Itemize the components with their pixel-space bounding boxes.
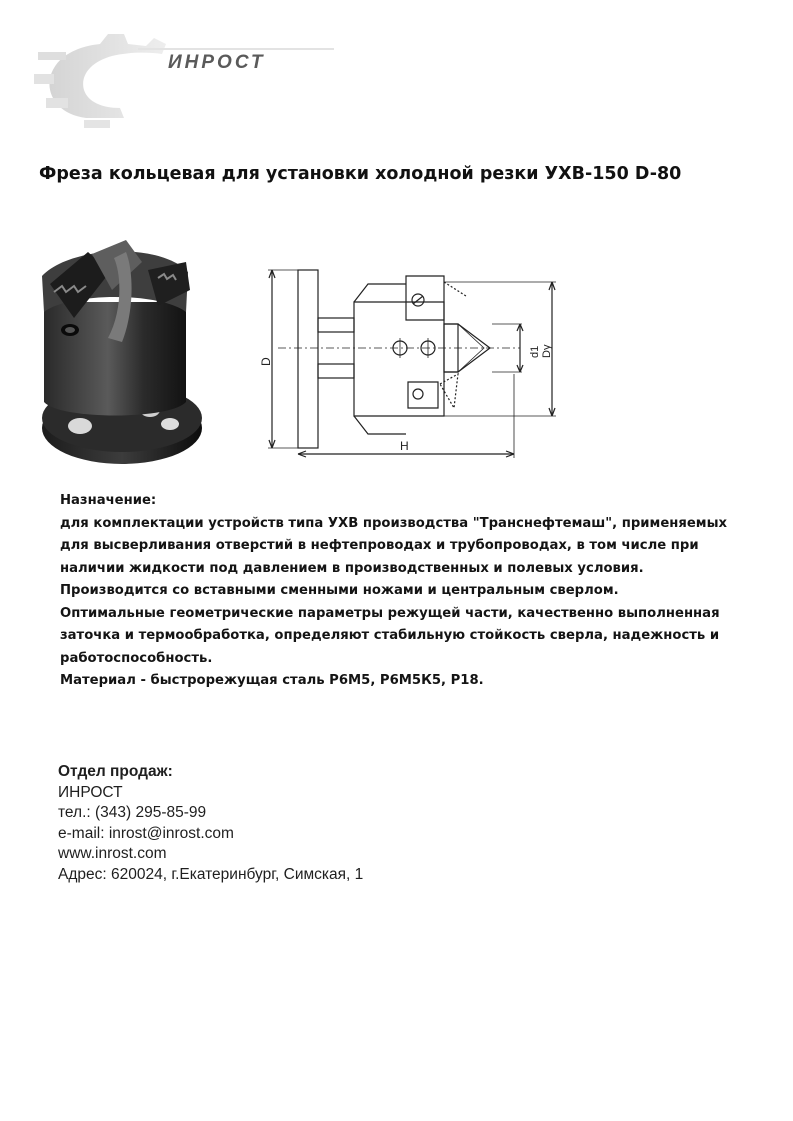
email-text: e-mail: inrost@inrost.com bbox=[58, 824, 234, 842]
address-text: Адрес: 620024, г.Екатеринбург, Симская, 1 bbox=[58, 865, 364, 883]
logo-text: ИНРОСТ bbox=[168, 52, 266, 73]
label-d1: d1 bbox=[529, 345, 541, 358]
company-logo bbox=[28, 22, 340, 134]
description-paragraph: Оптимальные геометрические параметры режущей части, качественно выполненная заточка и термообработка, определяют стабильную стойкость сверла, надежность и работоспособность. bbox=[60, 605, 720, 666]
description-paragraph: Материал - быстрорежущая сталь Р6М5, Р6М5К5, Р18. bbox=[60, 673, 484, 688]
company-name: ИНРОСТ bbox=[58, 783, 123, 801]
product-photo bbox=[30, 232, 208, 468]
gear-logo-icon bbox=[28, 22, 340, 134]
label-D: D bbox=[259, 357, 273, 366]
description-heading: Назначение: bbox=[60, 493, 157, 508]
phone-text: тел.: (343) 295-85-99 bbox=[58, 804, 207, 821]
description-paragraph: Производится со вставными сменными ножами и центральным сверлом. bbox=[60, 583, 619, 598]
page-title: Фреза кольцевая для установки холодной резки УХВ-150 D-80 bbox=[39, 164, 682, 184]
description-block bbox=[60, 490, 750, 693]
technical-drawing bbox=[258, 262, 568, 462]
website-text: www.inrost.com bbox=[58, 845, 167, 862]
label-Dy: Dy bbox=[541, 344, 553, 358]
label-H: H bbox=[400, 439, 409, 453]
description-paragraph: для комплектации устройств типа УХВ производства "Транснефтемаш", применяемых для высверливания отверстий в нефтепроводах и трубопроводах, в том числе при наличии жидкости под давлением в производственных и полевых условия. bbox=[60, 515, 727, 576]
contacts-block bbox=[58, 762, 558, 885]
contacts-heading: Отдел продаж: bbox=[58, 763, 173, 780]
